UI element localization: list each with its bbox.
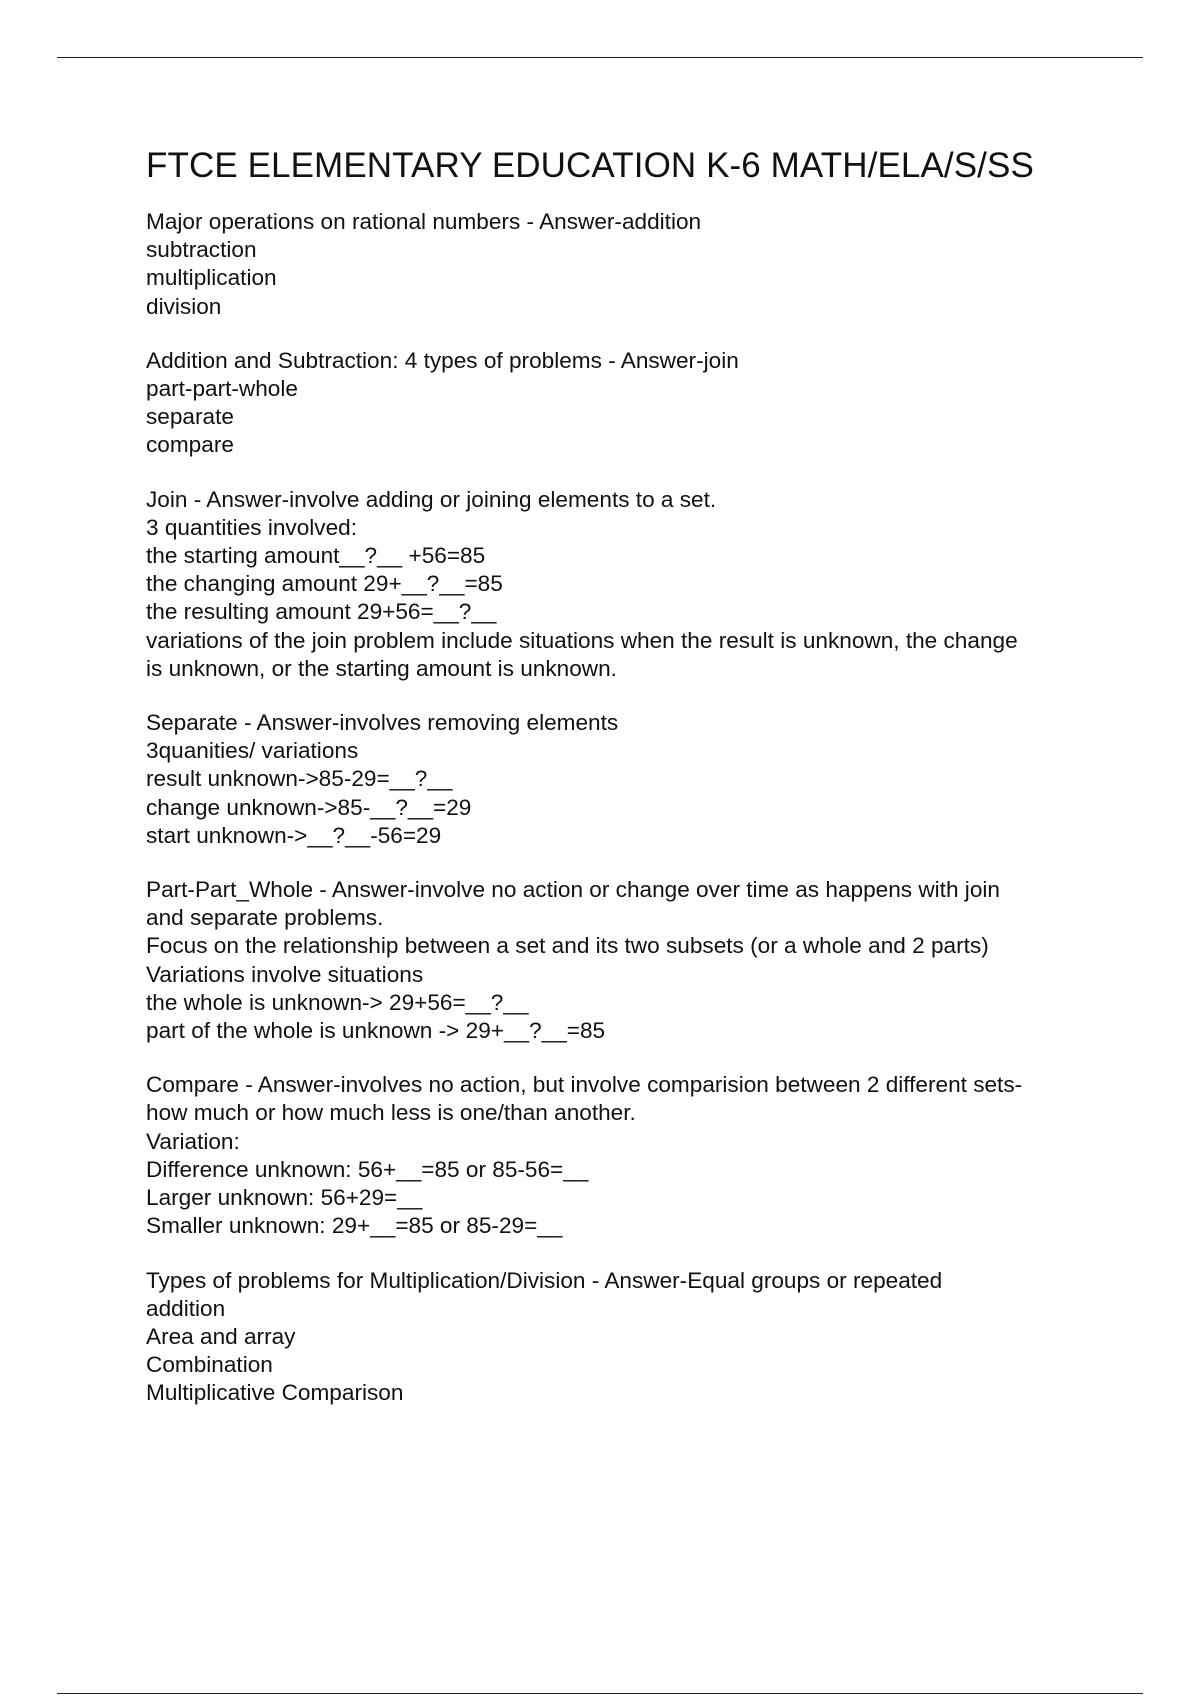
entry-answer-line: and separate problems.: [146, 905, 384, 931]
flashcard-entry: [146, 709, 1096, 850]
entry-answer-line: part-part-whole: [146, 376, 298, 402]
entry-answer-line: how much or how much less is one/than another.: [146, 1100, 636, 1126]
entry-answer-line: addition: [146, 1295, 226, 1321]
entry-question-line: Part-Part_Whole - Answer-involve no action or change over time as happens with join: [146, 877, 1000, 903]
entry-answer-line: is unknown, or the starting amount is unknown.: [146, 655, 617, 681]
entry-answer-line: Combination: [146, 1352, 273, 1378]
entry-answer-line: subtraction: [146, 237, 257, 263]
entry-answer-line: Area and array: [146, 1323, 296, 1349]
entry-answer-line: Variation:: [146, 1128, 240, 1154]
entry-question-line: Compare - Answer-involves no action, but involve comparision between 2 different sets-: [146, 1072, 1023, 1098]
flashcard-entry: [146, 876, 1096, 1045]
entry-answer-line: Smaller unknown: 29+__=85 or 85-29=__: [146, 1213, 563, 1239]
entry-answer-line: separate: [146, 404, 234, 430]
top-divider: [57, 57, 1143, 58]
flashcard-list: [146, 208, 1096, 1408]
entry-answer-line: Focus on the relationship between a set and its two subsets (or a whole and 2 parts): [146, 933, 989, 959]
entry-answer-line: multiplication: [146, 265, 277, 291]
entry-answer-line: result unknown->85-29=__?__: [146, 766, 453, 792]
flashcard-entry: [146, 347, 1096, 460]
entry-answer-line: division: [146, 293, 222, 319]
entry-question-line: Join - Answer-involve adding or joining elements to a set.: [146, 486, 717, 512]
entry-answer-line: the starting amount__?__ +56=85: [146, 543, 486, 569]
document-body: [146, 142, 1096, 1434]
entry-answer-line: the resulting amount 29+56=__?__: [146, 599, 497, 625]
entry-answer-line: 3 quantities involved:: [146, 514, 358, 540]
entry-answer-line: Larger unknown: 56+29=__: [146, 1185, 423, 1211]
entry-answer-line: Variations involve situations: [146, 961, 424, 987]
entry-answer-line: start unknown->__?__-56=29: [146, 822, 442, 848]
flashcard-entry: [146, 1267, 1096, 1408]
document-title: FTCE ELEMENTARY EDUCATION K-6 MATH/ELA/S/SS: [146, 146, 1034, 185]
bottom-divider: [57, 1693, 1143, 1694]
flashcard-entry: [146, 208, 1096, 321]
entry-answer-line: the whole is unknown-> 29+56=__?__: [146, 989, 529, 1015]
flashcard-entry: [146, 486, 1096, 683]
entry-answer-line: compare: [146, 432, 234, 458]
entry-question-line: Separate - Answer-involves removing elements: [146, 710, 619, 736]
entry-answer-line: Difference unknown: 56+__=85 or 85-56=__: [146, 1156, 589, 1182]
entry-answer-line: Multiplicative Comparison: [146, 1380, 404, 1406]
entry-answer-line: the changing amount 29+__?__=85: [146, 571, 503, 597]
entry-answer-line: change unknown->85-__?__=29: [146, 794, 472, 820]
entry-question-line: Addition and Subtraction: 4 types of problems - Answer-join: [146, 347, 739, 373]
entry-answer-line: 3quanities/ variations: [146, 738, 359, 764]
entry-question-line: Major operations on rational numbers - Answer-addition: [146, 209, 702, 234]
flashcard-entry: [146, 1071, 1096, 1240]
entry-answer-line: variations of the join problem include situations when the result is unknown, the change: [146, 627, 1018, 653]
entry-question-line: Types of problems for Multiplication/Division - Answer-Equal groups or repeated: [146, 1267, 943, 1293]
entry-answer-line: part of the whole is unknown -> 29+__?__=85: [146, 1018, 606, 1044]
